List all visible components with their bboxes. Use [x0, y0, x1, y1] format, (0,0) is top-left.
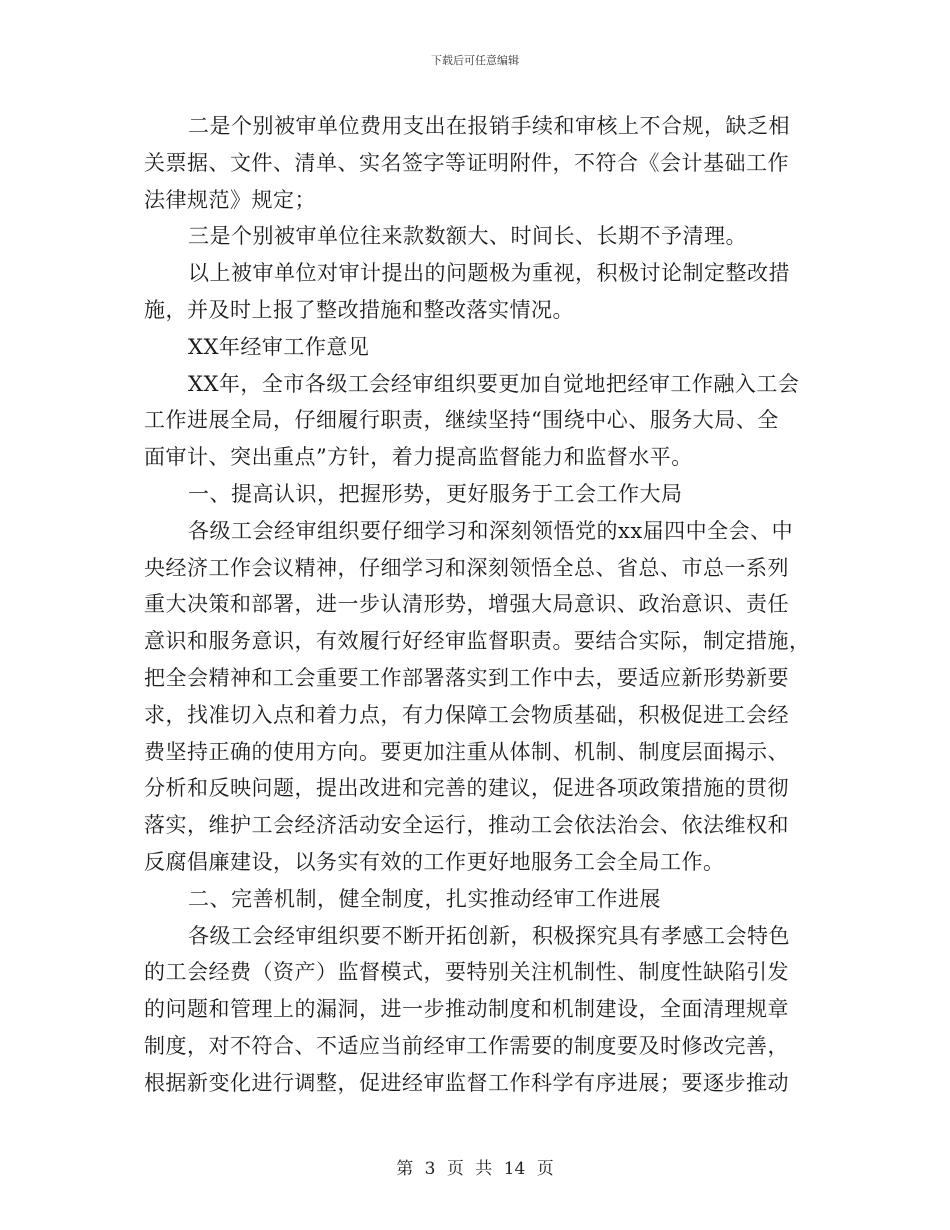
- text-line: 关票据、文件、清单、实名签字等证明附件，不符合《会计基础工作: [144, 150, 789, 175]
- text-line: 以上被审单位对审计提出的问题极为重视，积极讨论制定整改措: [188, 261, 790, 286]
- text-line: 落实，维护工会经济活动安全运行，推动工会依法治会、依法维权和: [144, 813, 789, 838]
- page-footer: 第 3 页 共 14 页: [396, 1159, 554, 1179]
- text-line: 工作进展全局，仔细履行职责，继续坚持“围绕中心、服务大局、全: [144, 408, 779, 433]
- text-line: 各级工会经审组织要仔细学习和深刻领悟党的xx届四中全会、中: [188, 518, 794, 543]
- text-line: 求，找准切入点和着力点，有力保障工会物质基础，积极促进工会经: [144, 702, 789, 727]
- text-line: 一、提高认识，把握形势，更好服务于工会工作大局: [188, 481, 683, 506]
- text-line: 制度，对不符合、不适应当前经审工作需要的制度要及时修改完善，: [144, 1033, 789, 1058]
- text-line: 二、完善机制，健全制度，扎实推动经审工作进展: [188, 886, 661, 911]
- text-line: 的问题和管理上的漏洞，进一步推动制度和机制建设，全面清理规章: [144, 997, 789, 1022]
- text-line: 三是个别被审单位往来款数额大、时间长、长期不予清理。: [188, 224, 747, 249]
- text-line: 根据新变化进行调整，促进经审监督工作科学有序进展；要逐步推动: [144, 1070, 789, 1095]
- text-line: 分析和反映问题，提出改进和完善的建议，促进各项政策措施的贯彻: [144, 776, 789, 801]
- text-line: 二是个别被审单位费用支出在报销手续和审核上不合规，缺乏相: [188, 114, 790, 138]
- document-body: [144, 108, 812, 1102]
- text-line: 央经济工作会议精神，仔细学习和深刻领悟全总、省总、市总一系列: [144, 555, 789, 580]
- text-line: 法律规范》规定；: [144, 187, 316, 212]
- text-line: 费坚持正确的使用方向。要更加注重从体制、机制、制度层面揭示、: [144, 739, 789, 764]
- text-line: 意识和服务意识，有效履行好经审监督职责。要结合实际，制定措施，: [144, 629, 811, 654]
- text-line: 把全会精神和工会重要工作部署落实到工作中去，要适应新形势新要: [144, 665, 789, 690]
- page-header: 下载后可任意编辑: [431, 54, 519, 67]
- text-line: 施，并及时上报了整改措施和整改落实情况。: [144, 297, 574, 322]
- text-line: 面审计、突出重点”方针，着力提高监督能力和监督水平。: [144, 445, 693, 470]
- text-line: XX年，全市各级工会经审组织要更加自觉地把经审工作融入工会: [188, 371, 800, 396]
- text-line: 的工会经费（资产）监督模式，要特别关注机制性、制度性缺陷引发: [144, 960, 789, 985]
- text-line: 反腐倡廉建设，以务实有效的工作更好地服务工会全局工作。: [144, 849, 725, 874]
- text-line: XX年经审工作意见: [188, 334, 370, 359]
- text-line: 重大决策和部署，进一步认清形势，增强大局意识、政治意识、责任: [144, 592, 789, 617]
- text-line: 各级工会经审组织要不断开拓创新，积极探究具有孝感工会特色: [188, 923, 790, 948]
